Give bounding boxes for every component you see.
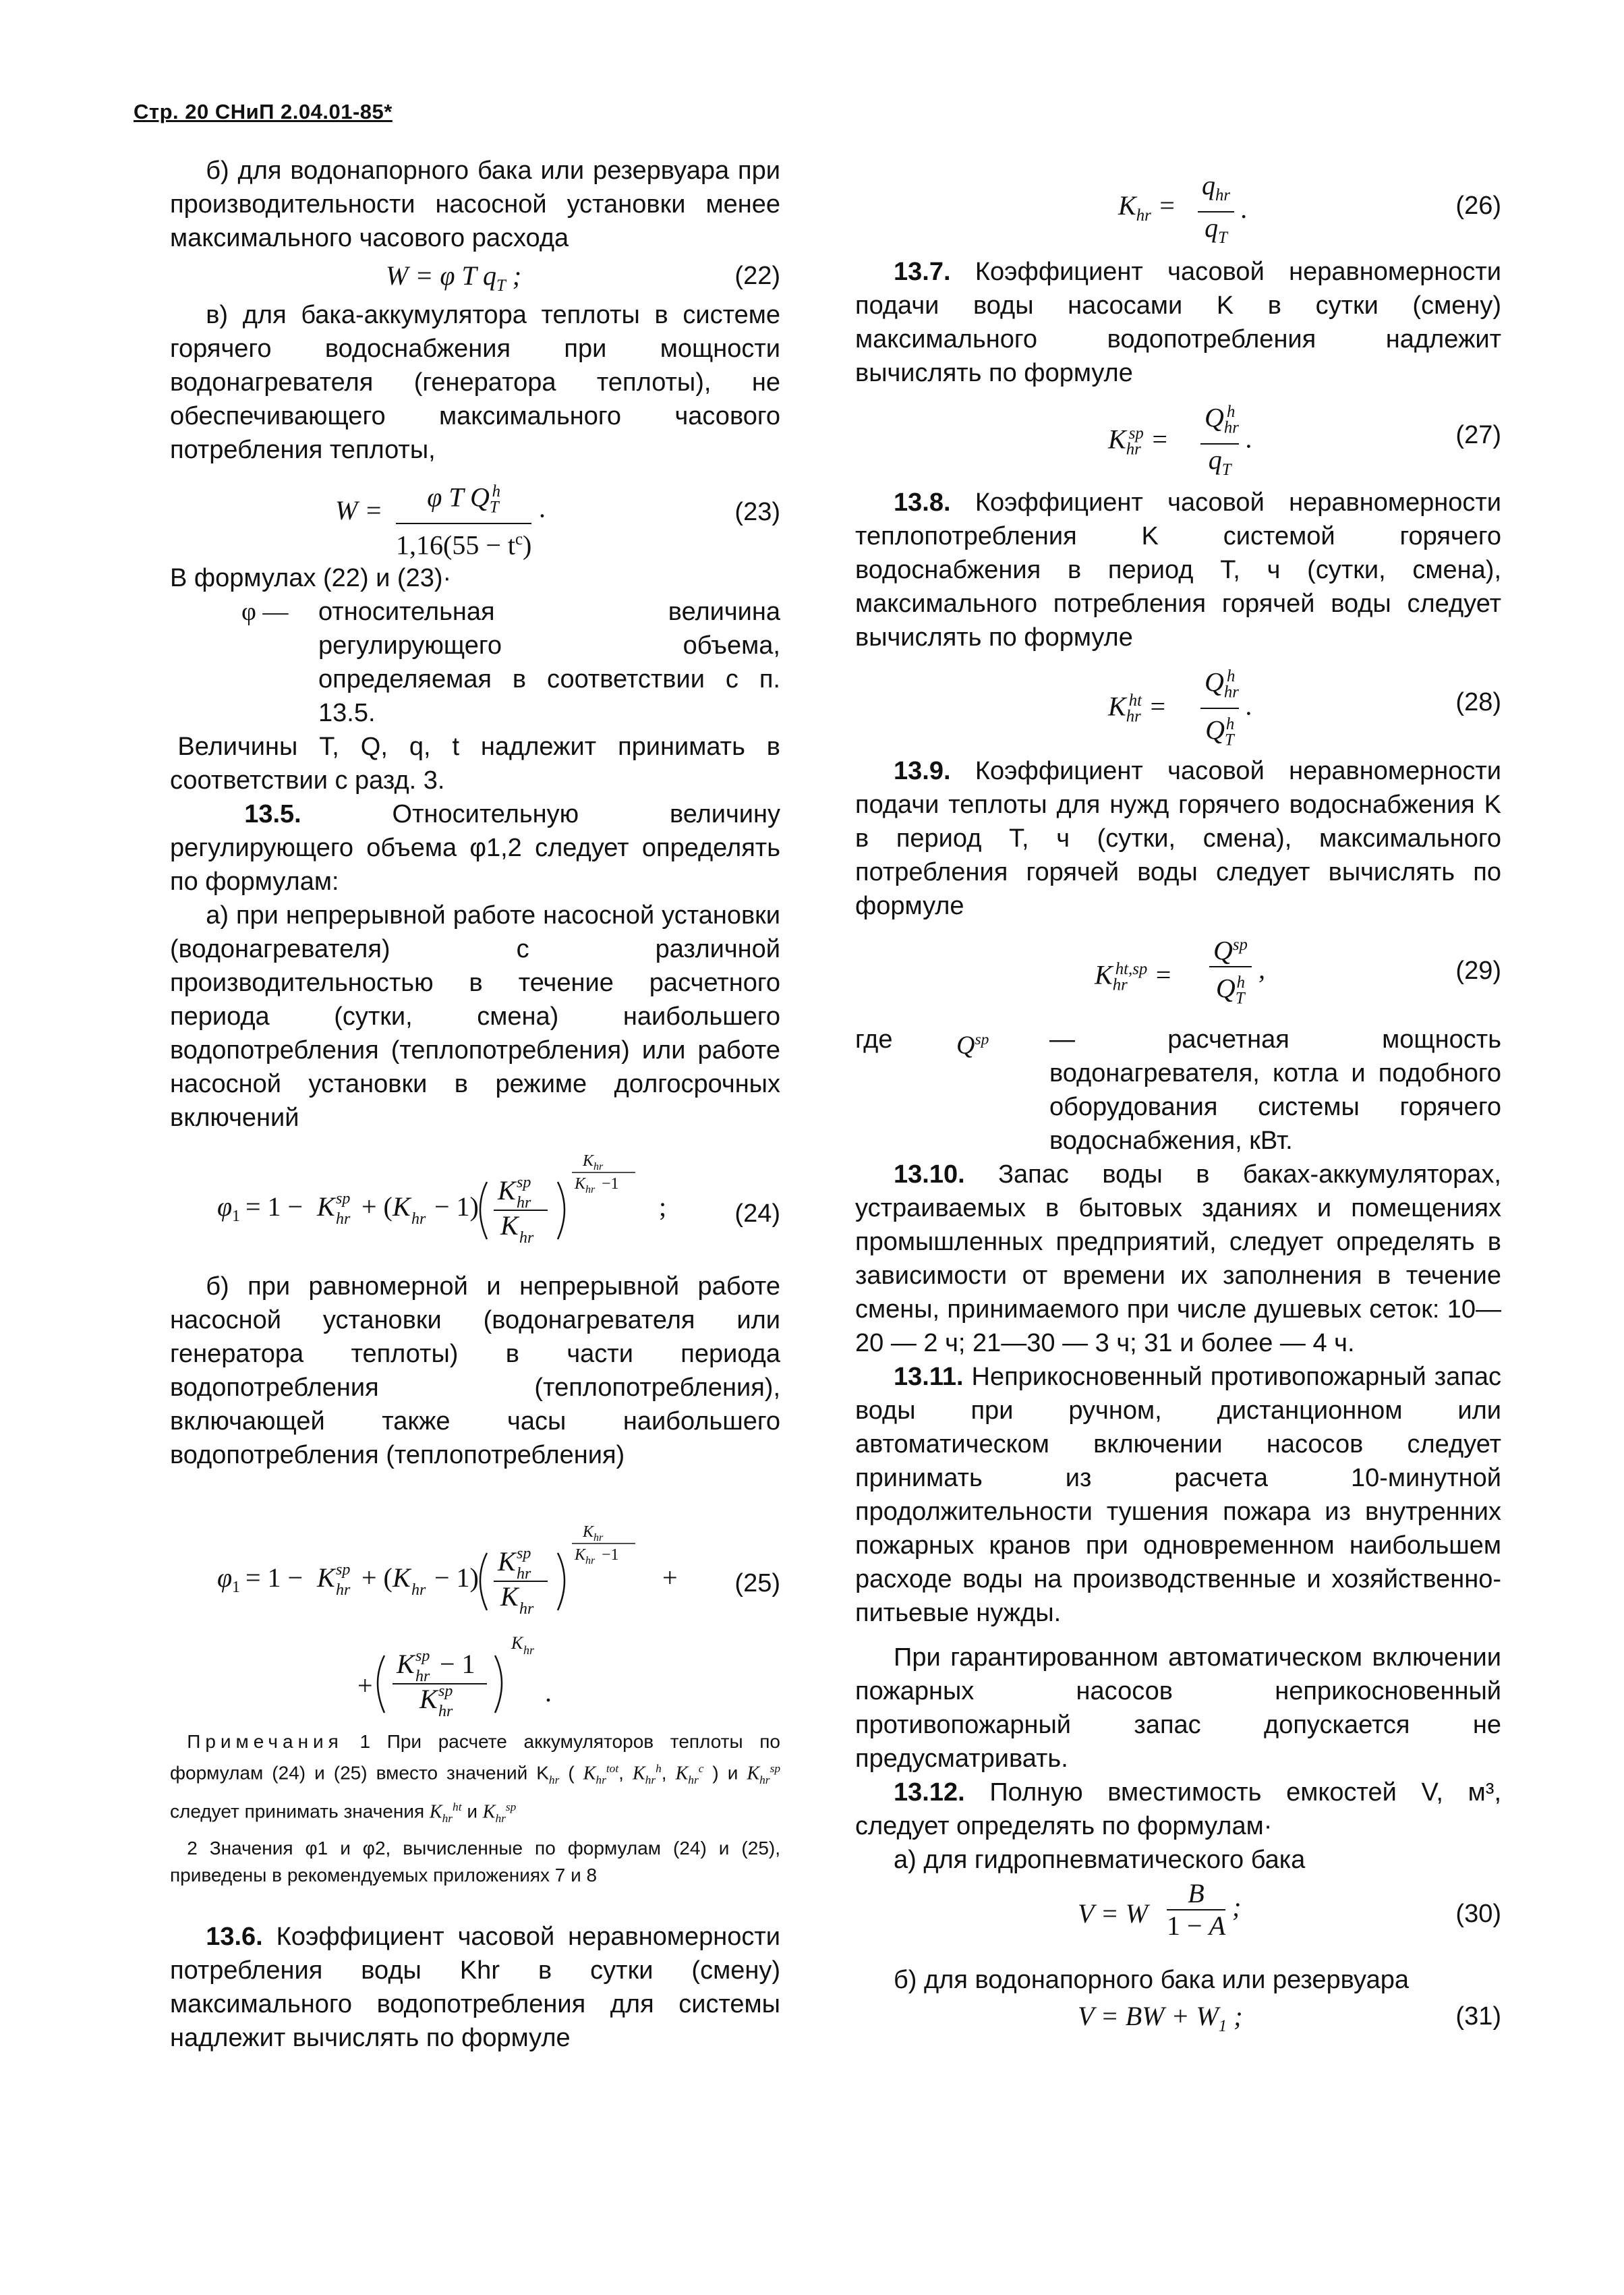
formula-24-graphic xyxy=(170,1135,780,1270)
formula-23: W = $\frac{\varphi T Q_T^h}{1,16(55 - t^c)}$ · (23) xyxy=(170,474,780,557)
note-2: 2 Значения φ1 и φ2, вычисленные по формулам (24) и (25), приведены в рекомендуемых приложениях 7 и 8 xyxy=(170,1837,780,1886)
paragraph: в) для бака-аккумулятора теплоты в системе горячего водоснабжения при мощности водонагревателя (генератора теплоты), не обеспечивающего максимального часового потребления теплоты, xyxy=(170,301,780,464)
section-13-5: 13.5. Относительную величину регулирующего объема φ1,2 следует определять по формулам: xyxy=(170,800,780,896)
section-13-8: 13.8. Коэффициент часовой неравномерности теплопотребления K системой горячего водоснабжения в период T, ч (сутки, смена), максимального потребления горячей воды следует вычислять по формуле xyxy=(855,488,1501,652)
formula-number: (30) xyxy=(1455,1900,1501,1928)
svg-text:sp: sp xyxy=(517,1545,531,1562)
paragraph: б) при равномерной и непрерывной работе насосной установки (водонагревателя или генератора теплоты) в части периода водопотребления (теплопотребления), включающей также часы наибольшего водопотребления (теплопотребления) xyxy=(170,1272,780,1469)
paragraph: Величины T, Q, q, t надлежит принимать в соответствии с разд. 3. xyxy=(170,733,780,795)
right-column xyxy=(855,169,1501,2040)
paragraph: При гарантированном автоматическом включении пожарных насосов неприкосновенный противопожарный запас допускается не предусматривать. xyxy=(855,1643,1501,1773)
svg-text:+: + xyxy=(357,1670,373,1701)
svg-text:+: + xyxy=(662,1562,678,1593)
section-13-9: 13.9. Коэффициент часовой неравномерности подачи теплоты для нужд горячего водоснабжения K в период T, ч (сутки, смена), максимального потребления горячей воды следует вычислять по формуле xyxy=(855,757,1501,920)
svg-text:1: 1 xyxy=(232,1208,240,1225)
section-13-11: 13.11. Неприкосновенный противопожарный запас воды при ручном, дистанционном или автоматическом включении насосов следует принимать из расчета 10-минутной продолжительности тушения пожара из внутренних пожарных кранов при одновременном наибольшем расходе воды на производственные и хозяйственно-питьевые нужды. xyxy=(855,1363,1501,1627)
svg-text:−1: −1 xyxy=(602,1546,619,1564)
formula-number: (28) xyxy=(1455,688,1501,716)
svg-text:− 1: − 1 xyxy=(440,1649,475,1679)
left-column xyxy=(170,154,780,2055)
svg-text:K: K xyxy=(500,1581,519,1612)
svg-text:hr: hr xyxy=(336,1581,351,1599)
svg-text:sp: sp xyxy=(517,1174,531,1191)
definition-phi: φ — относительная величина регулирующего объема, определяемая в соответствии с п. 13.5. xyxy=(241,598,780,727)
svg-text:hr: hr xyxy=(517,1194,531,1212)
svg-text:K: K xyxy=(317,1562,335,1593)
formula-number: (24) xyxy=(734,1199,780,1228)
formula-28: $K_{hr}^{ht}$ = $\frac{Q_{hr}^h}{Q_T^h}$ . (28) xyxy=(855,661,1501,750)
notes-label: Примечания xyxy=(187,1731,343,1752)
formula-24 xyxy=(170,1135,780,1270)
svg-text:sp: sp xyxy=(336,1561,351,1579)
paragraph: б) для водонапорного бака или резервуара xyxy=(894,1966,1410,1994)
formula-22: W = φ T $q_T$ ; (22) xyxy=(386,260,780,295)
svg-text:− 1): − 1) xyxy=(434,1562,479,1593)
formula-number: (25) xyxy=(734,1569,780,1597)
svg-text:sp: sp xyxy=(415,1647,430,1665)
svg-text:φ: φ xyxy=(217,1191,233,1222)
formula-30: V = W $\frac{B}{1 - A}$ ; (30) xyxy=(1078,1878,1501,1941)
svg-text:K: K xyxy=(575,1546,586,1564)
svg-text:− 1): − 1) xyxy=(434,1191,479,1222)
page-header: Стр. 20 СНиП 2.04.01-85* xyxy=(134,100,393,123)
svg-text:K: K xyxy=(317,1191,335,1222)
svg-text:hr: hr xyxy=(519,1229,534,1247)
formula-29: $K_{hr}^{ht,sp}$ = $\frac{Q^{sp}}{Q_T^h}$ , (29) xyxy=(855,930,1501,1019)
svg-text:hr: hr xyxy=(415,1668,430,1685)
svg-text:hr: hr xyxy=(523,1643,535,1657)
svg-text:hr: hr xyxy=(336,1210,351,1228)
svg-text:1: 1 xyxy=(232,1579,240,1596)
svg-text:K: K xyxy=(393,1562,411,1593)
svg-text:hr: hr xyxy=(593,1532,604,1543)
section-13-6: 13.6. Коэффициент часовой неравномерности потребления воды Khr в сутки (смену) максимального водопотребления для системы надлежит вычислять по формуле xyxy=(170,1922,780,2052)
svg-text:= 1 −: = 1 − xyxy=(245,1562,303,1593)
paragraph: б) для водонапорного бака или резервуара при производительности насосной установки менее максимального часового расхода xyxy=(170,157,780,252)
svg-text:K: K xyxy=(393,1191,411,1222)
notes-block: Примечания 1 При расчете аккумуляторов теплоты по формулам (24) и (25) вместо значений $K_{hr}$ ( $K_{hr}^{tot}$, $K_{hr}^h$, $K_{hr}^c$ ) и $K_{hr}^{sp}$ следует принимать значения $K_{hr}^{ht}$ и $K_{hr}^{sp}$ 2 Значения φ1 и φ2, вычисленные по формулам (24) и (25), приведены в рекомендуемых приложениях 7 и 8 xyxy=(170,1728,780,1889)
svg-text:K: K xyxy=(498,1175,516,1206)
svg-text:hr: hr xyxy=(411,1210,426,1228)
svg-text:hr: hr xyxy=(517,1565,531,1583)
svg-text:hr: hr xyxy=(519,1600,534,1618)
formula-25-graphic xyxy=(170,1472,780,1728)
svg-text:.: . xyxy=(545,1677,552,1707)
paragraph: В формулах (22) и (23)· xyxy=(170,564,452,592)
where-label: где xyxy=(855,1025,893,1054)
svg-text:sp: sp xyxy=(438,1682,453,1700)
svg-text:+ (: + ( xyxy=(361,1191,393,1222)
svg-text:sp: sp xyxy=(336,1190,351,1208)
paragraph: а) для гидропневматического бака xyxy=(894,1846,1306,1874)
svg-text:hr: hr xyxy=(438,1703,453,1720)
svg-text:K: K xyxy=(583,1152,594,1170)
svg-text:hr: hr xyxy=(585,1555,596,1566)
svg-text:K: K xyxy=(500,1210,519,1241)
formula-25 xyxy=(170,1472,780,1728)
svg-text:= 1 −: = 1 − xyxy=(245,1191,303,1222)
svg-text:hr: hr xyxy=(411,1581,426,1599)
svg-text:;: ; xyxy=(659,1191,667,1222)
section-13-12: 13.12. Полную вместимость емкостей V, м³, следует определять по формулам· xyxy=(855,1778,1501,1840)
svg-text:+ (: + ( xyxy=(361,1562,393,1593)
svg-text:K: K xyxy=(397,1649,415,1679)
paragraph: а) при непрерывной работе насосной установки (водонагревателя) с различной производительностью в течение расчетного периода (сутки, смена) наибольшего водопотребления (теплопотребления) или работе насосной установки в режиме долгосрочных включений xyxy=(170,901,780,1132)
svg-text:−1: −1 xyxy=(602,1175,619,1193)
formula-number: (31) xyxy=(1455,2002,1501,2031)
svg-text:K: K xyxy=(575,1175,586,1193)
formula-number: (29) xyxy=(1455,957,1501,985)
svg-text:K: K xyxy=(511,1633,523,1653)
formula-number: (22) xyxy=(734,262,780,290)
definition-qsp: где $Q^{sp}$ — расчетная мощность водонагревателя, котла и подобного оборудования системы горячего водоснабжения, кВт. xyxy=(855,1023,1501,1158)
formula-27: $K_{hr}^{sp}$ = $\frac{Q_{hr}^h}{q_T}$ . (27) xyxy=(855,397,1501,482)
formula-number: (26) xyxy=(1455,192,1501,220)
section-13-7: 13.7. Коэффициент часовой неравномерности подачи воды насосами K в сутки (смену) максимального водопотребления надлежит вычислять по формуле xyxy=(855,258,1501,387)
svg-text:φ: φ xyxy=(217,1562,233,1593)
formula-number: (27) xyxy=(1455,421,1501,449)
formula-31: V = BW + $W_1$ ; (31) xyxy=(1078,2001,1501,2035)
formula-number: (23) xyxy=(734,498,780,526)
section-13-10: 13.10. Запас воды в баках-аккумуляторах, устраиваемых в бытовых зданиях и помещениях промышленных предприятий, следует определять в зависимости от времени их заполнения в течение смены, принимаемого при числе душевых сеток: 10—20 — 2 ч; 21—30 — 3 ч; 31 и более — 4 ч. xyxy=(855,1160,1501,1357)
svg-text:hr: hr xyxy=(585,1184,596,1195)
svg-text:K: K xyxy=(419,1684,438,1714)
svg-text:K: K xyxy=(583,1523,594,1541)
svg-text:K: K xyxy=(498,1546,516,1577)
svg-text:hr: hr xyxy=(593,1161,604,1172)
formula-26: $K_{hr}$ = $\frac{q_{hr}}{q_T}$ . (26) xyxy=(1118,170,1501,247)
